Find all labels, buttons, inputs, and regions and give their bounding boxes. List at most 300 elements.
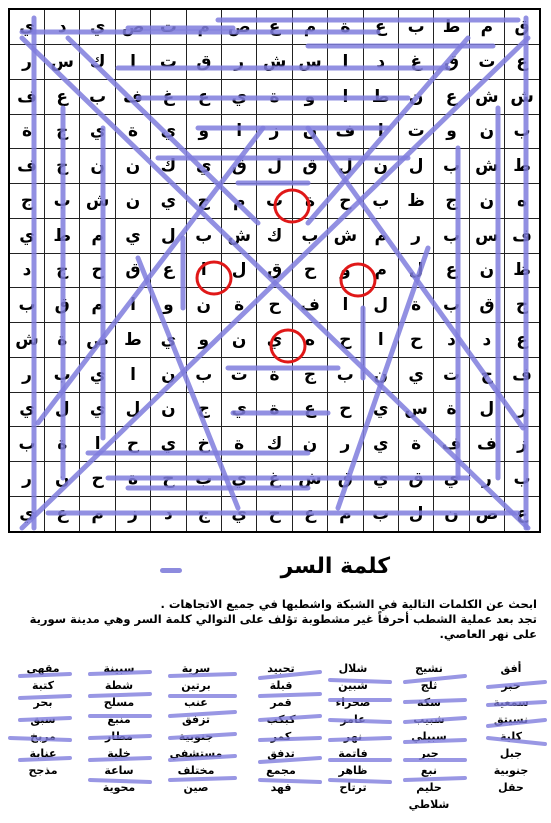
- grid-row: [9, 218, 540, 253]
- grid-row: [9, 79, 540, 114]
- grid-row: [9, 184, 540, 219]
- grid-cell: ح: [257, 288, 292, 323]
- grid-cell: ا: [80, 427, 115, 462]
- word-item: فاتمة: [338, 747, 368, 760]
- grid-cell: ن: [469, 114, 504, 149]
- grid-cell: ح: [45, 149, 80, 184]
- grid-cell: ا: [115, 357, 150, 392]
- grid-cell: ة: [328, 9, 363, 45]
- grid-cell: ي: [221, 462, 256, 497]
- word-item: قبلة: [269, 679, 293, 692]
- grid-cell: د: [151, 496, 186, 532]
- grid-cell: ز: [115, 496, 150, 532]
- word-item: كمر: [270, 730, 292, 743]
- grid-cell: ف: [505, 357, 540, 392]
- word-item: ثلج: [420, 679, 438, 692]
- grid-cell: ع: [434, 253, 469, 288]
- grid-cell: ر: [505, 392, 540, 427]
- grid-cell: ق: [221, 149, 256, 184]
- grid-row: [9, 427, 540, 462]
- grid-cell: ص: [221, 9, 256, 45]
- grid-cell: ح: [398, 323, 433, 358]
- grid-cell: ل: [398, 496, 433, 532]
- grid-cell: ق: [505, 9, 540, 45]
- grid-cell: ح: [80, 462, 115, 497]
- grid-cell: د: [363, 45, 398, 80]
- word-item: شطة: [104, 679, 134, 692]
- word-item: مسلح: [103, 696, 135, 709]
- grid-cell: ع: [151, 253, 186, 288]
- grid-cell: ن: [434, 496, 469, 532]
- word-column: [12, 660, 74, 779]
- grid-cell: ف: [469, 427, 504, 462]
- grid-cell: ف: [505, 218, 540, 253]
- word-item: شبيب: [413, 713, 445, 726]
- grid-cell: ي: [9, 9, 45, 45]
- grid-cell: ك: [151, 149, 186, 184]
- grid-cell: م: [469, 9, 504, 45]
- grid-cell: ر: [328, 427, 363, 462]
- grid-cell: ع: [186, 79, 221, 114]
- word-item: عنب: [184, 696, 208, 709]
- grid-cell: ق: [45, 288, 80, 323]
- grid-cell: ح: [328, 392, 363, 427]
- grid-cell: ع: [292, 496, 327, 532]
- grid-cell: ي: [363, 427, 398, 462]
- grid-cell: م: [363, 253, 398, 288]
- word-item: ظاهر: [338, 764, 368, 777]
- grid-cell: ل: [115, 392, 150, 427]
- grid-cell: ن: [80, 149, 115, 184]
- grid-cell: س: [45, 45, 80, 80]
- grid-cell: ط: [115, 323, 150, 358]
- word-item: شبين: [338, 679, 368, 692]
- word-item: سمعية: [493, 696, 529, 709]
- grid-cell: ف: [328, 114, 363, 149]
- grid-cell: ش: [469, 79, 504, 114]
- word-item: سبيلي: [411, 730, 447, 743]
- grid-cell: ف: [115, 79, 150, 114]
- word-column: [88, 660, 150, 796]
- grid-cell: ج: [9, 184, 45, 219]
- word-item: مقهى: [26, 662, 60, 675]
- word-item: كلية: [499, 730, 523, 743]
- grid-cell: ة: [45, 427, 80, 462]
- grid-cell: ة: [221, 427, 256, 462]
- grid-cell: س: [398, 392, 433, 427]
- grid-cell: ب: [398, 9, 433, 45]
- grid-cell: ل: [363, 288, 398, 323]
- grid-cell: ن: [186, 288, 221, 323]
- grid-cell: ح: [328, 323, 363, 358]
- word-item: مطار: [105, 730, 133, 743]
- grid-cell: ص: [80, 323, 115, 358]
- grid-row: [9, 392, 540, 427]
- grid-cell: و: [292, 79, 327, 114]
- word-list: [0, 660, 551, 820]
- grid-cell: ي: [363, 392, 398, 427]
- grid-cell: ت: [434, 357, 469, 392]
- grid-cell: ي: [80, 114, 115, 149]
- grid-cell: ي: [186, 149, 221, 184]
- grid-cell: خ: [186, 427, 221, 462]
- word-item: شلال: [338, 662, 368, 675]
- word-item: نبع: [420, 764, 438, 777]
- grid-cell: ق: [328, 462, 363, 497]
- word-item: صين: [183, 781, 209, 794]
- grid-cell: ظ: [505, 253, 540, 288]
- grid-cell: ة: [257, 79, 292, 114]
- grid-cell: س: [469, 218, 504, 253]
- grid-cell: ي: [434, 462, 469, 497]
- grid-cell: ت: [398, 114, 433, 149]
- grid-cell: ج: [45, 114, 80, 149]
- grid-cell: ق: [115, 253, 150, 288]
- grid-cell: ق: [398, 462, 433, 497]
- word-item: مختلف: [177, 764, 215, 777]
- grid-cell: و: [151, 288, 186, 323]
- grid-cell: ب: [505, 462, 540, 497]
- instruction-line: تجد بعد عملية الشطب أحرفاً غير مشطوبة تؤلف على التوالي كلمة السر وهي مدينة سورية على نهر العاصي.: [29, 612, 537, 641]
- grid-cell: ب: [434, 218, 469, 253]
- grid-cell: ر: [9, 462, 45, 497]
- grid-cell: ع: [434, 79, 469, 114]
- grid-cell: ن: [151, 357, 186, 392]
- grid-cell: ت: [151, 45, 186, 80]
- grid-cell: ف: [9, 149, 45, 184]
- grid-cell: ا: [115, 45, 150, 80]
- secret-word-label: كلمة السر: [280, 554, 390, 579]
- grid-cell: م: [80, 218, 115, 253]
- grid-cell: م: [80, 288, 115, 323]
- grid-cell: ل: [45, 392, 80, 427]
- grid-cell: ا: [328, 288, 363, 323]
- grid-cell: ك: [257, 218, 292, 253]
- word-item: قمر: [270, 696, 292, 709]
- grid-cell: ج: [186, 392, 221, 427]
- grid-cell: ي: [80, 9, 115, 45]
- word-item: مستشفي: [169, 747, 223, 760]
- grid-cell: ة: [257, 357, 292, 392]
- grid-cell: ش: [80, 184, 115, 219]
- grid-cell: ش: [9, 323, 45, 358]
- grid-cell: ف: [292, 288, 327, 323]
- grid-cell: ش: [469, 149, 504, 184]
- grid-cell: ج: [292, 357, 327, 392]
- grid-cell: ع: [505, 323, 540, 358]
- grid-cell: ط: [505, 149, 540, 184]
- grid-cell: ك: [80, 45, 115, 80]
- grid-cell: ه: [292, 323, 327, 358]
- word-item: سرية: [181, 662, 211, 675]
- grid-cell: ب: [186, 218, 221, 253]
- grid-row: [9, 149, 540, 184]
- grid-cell: ق: [292, 149, 327, 184]
- grid-cell: ل: [469, 392, 504, 427]
- grid-cell: ن: [363, 357, 398, 392]
- grid-cell: ل: [328, 149, 363, 184]
- grid-cell: ش: [505, 79, 540, 114]
- grid-cell: ق: [434, 45, 469, 80]
- grid-cell: ج: [505, 288, 540, 323]
- grid-cell: ي: [221, 392, 256, 427]
- instructions: [12, 597, 537, 642]
- word-item: ساعة: [104, 764, 134, 777]
- grid-cell: ا: [328, 79, 363, 114]
- grid-row: [9, 323, 540, 358]
- word-item: كتبة: [31, 679, 55, 692]
- word-item: فهد: [270, 781, 292, 794]
- grid-cell: ا: [363, 323, 398, 358]
- word-item: جبل: [499, 747, 523, 760]
- grid-cell: و: [328, 253, 363, 288]
- grid-cell: ة: [221, 288, 256, 323]
- word-item: تزفق: [181, 713, 211, 726]
- word-item: عنابة: [29, 747, 57, 760]
- grid-cell: ظ: [398, 184, 433, 219]
- grid-cell: ف: [434, 427, 469, 462]
- grid-cell: ق: [186, 45, 221, 80]
- word-item: حليم: [416, 781, 442, 794]
- grid-cell: ل: [398, 149, 433, 184]
- grid-cell: ا: [221, 114, 256, 149]
- grid-row: [9, 357, 540, 392]
- grid-cell: ح: [115, 427, 150, 462]
- grid-cell: ن: [469, 184, 504, 219]
- grid-cell: د: [45, 9, 80, 45]
- grid-cell: ف: [9, 79, 45, 114]
- grid-row: [9, 462, 540, 497]
- grid-cell: ج: [186, 184, 221, 219]
- grid-cell: ر: [9, 45, 45, 80]
- grid-row: [9, 496, 540, 532]
- word-item: أفق: [500, 662, 522, 675]
- grid-cell: د: [434, 323, 469, 358]
- grid-cell: ت: [151, 9, 186, 45]
- grid-cell: ب: [45, 184, 80, 219]
- word-item: سبق: [30, 713, 56, 726]
- grid-cell: ر: [398, 218, 433, 253]
- grid-cell: ع: [45, 79, 80, 114]
- word-item: مذجح: [28, 764, 58, 777]
- word-item: تحبيد: [267, 662, 295, 675]
- word-item: حقل: [498, 781, 524, 794]
- grid-cell: ة: [434, 392, 469, 427]
- grid-cell: ب: [80, 79, 115, 114]
- grid-row: [9, 288, 540, 323]
- word-search-grid: [8, 8, 541, 533]
- word-item: عامر: [340, 713, 366, 726]
- word-column: [250, 660, 312, 796]
- grid-cell: ن: [292, 427, 327, 462]
- grid-cell: ي: [9, 392, 45, 427]
- word-item: نسيتق: [493, 713, 529, 726]
- grid-cell: ل: [398, 253, 433, 288]
- word-item: مجمع: [266, 764, 296, 777]
- grid-cell: ي: [151, 184, 186, 219]
- grid-cell: ن: [45, 462, 80, 497]
- grid-cell: ش: [257, 45, 292, 80]
- grid-cell: ق: [469, 288, 504, 323]
- grid-cell: ز: [257, 114, 292, 149]
- grid-cell: ل: [221, 253, 256, 288]
- grid-cell: ب: [328, 357, 363, 392]
- grid-cell: ه: [505, 184, 540, 219]
- grid-cell: ك: [257, 427, 292, 462]
- grid-cell: ش: [328, 218, 363, 253]
- grid-cell: ا: [363, 114, 398, 149]
- instruction-line: ابحث عن الكلمات التالية في الشبكة واشطبها في جميع الاتجاهات .: [160, 597, 537, 611]
- grid-cell: م: [363, 218, 398, 253]
- grid-cell: ر: [9, 357, 45, 392]
- grid-cell: ب: [257, 184, 292, 219]
- word-item: جبر: [419, 747, 439, 760]
- grid-row: [9, 9, 540, 45]
- grid-cell: ح: [80, 253, 115, 288]
- grid-cell: م: [221, 184, 256, 219]
- word-item: برتين: [181, 679, 211, 692]
- grid-cell: م: [186, 9, 221, 45]
- grid-cell: ي: [257, 323, 292, 358]
- grid-cell: ن: [363, 149, 398, 184]
- grid-cell: ع: [363, 9, 398, 45]
- word-item: مربخ: [30, 730, 56, 743]
- grid-cell: ب: [363, 496, 398, 532]
- word-item: منبع: [107, 713, 131, 726]
- word-column: [322, 660, 384, 796]
- grid-cell: ج: [45, 253, 80, 288]
- grid-cell: ق: [257, 253, 292, 288]
- grid-cell: ع: [505, 496, 540, 532]
- grid-cell: ش: [292, 462, 327, 497]
- grid-cell: ن: [469, 253, 504, 288]
- word-column: [398, 660, 460, 813]
- word-item: صحراء: [335, 696, 371, 709]
- grid-cell: ي: [398, 357, 433, 392]
- grid-cell: ة: [257, 392, 292, 427]
- grid-cell: س: [292, 45, 327, 80]
- word-item: سبينة: [103, 662, 135, 675]
- grid-cell: ز: [505, 427, 540, 462]
- grid-cell: م: [328, 496, 363, 532]
- grid-cell: ة: [398, 288, 433, 323]
- word-item: كبكب: [266, 713, 296, 726]
- grid-cell: ح: [292, 253, 327, 288]
- grid-cell: ط: [434, 9, 469, 45]
- grid-cell: ب: [363, 184, 398, 219]
- word-column: [165, 660, 227, 796]
- grid-cell: ب: [505, 114, 540, 149]
- word-item: سكة: [417, 696, 441, 709]
- grid-cell: ن: [151, 392, 186, 427]
- grid-cell: ي: [9, 218, 45, 253]
- grid-cell: ع: [257, 9, 292, 45]
- word-item: تدفق: [267, 747, 295, 760]
- grid-cell: ي: [221, 79, 256, 114]
- grid-cell: غ: [151, 79, 186, 114]
- grid-cell: ب: [45, 357, 80, 392]
- grid-cell: د: [469, 323, 504, 358]
- secret-word-row: [160, 550, 390, 590]
- grid-cell: ة: [115, 462, 150, 497]
- grid-cell: ي: [151, 323, 186, 358]
- grid-cell: ط: [45, 218, 80, 253]
- grid-cell: ي: [115, 218, 150, 253]
- grid-cell: و: [434, 114, 469, 149]
- secret-word-blank: [160, 568, 182, 573]
- grid-cell: ن: [398, 79, 433, 114]
- grid-cell: ا: [186, 253, 221, 288]
- word-item: حبر: [501, 679, 521, 692]
- grid-cell: ة: [292, 184, 327, 219]
- grid-cell: م: [80, 496, 115, 532]
- grid-cell: ن: [115, 184, 150, 219]
- grid-cell: ل: [151, 218, 186, 253]
- grid-cell: ش: [221, 218, 256, 253]
- grid-row: [9, 253, 540, 288]
- grid-cell: ا: [328, 45, 363, 80]
- grid-cell: ع: [505, 45, 540, 80]
- grid-row: [9, 45, 540, 80]
- word-item: نشيج: [415, 662, 443, 675]
- grid-cell: ي: [80, 357, 115, 392]
- grid-cell: ص: [115, 9, 150, 45]
- word-item: محوية: [102, 781, 136, 794]
- grid-cell: ج: [186, 496, 221, 532]
- grid-cell: ب: [9, 427, 45, 462]
- word-item: نهر: [343, 730, 363, 743]
- grid-cell: ط: [363, 79, 398, 114]
- word-column: [480, 660, 542, 796]
- grid-cell: ت: [221, 357, 256, 392]
- word-item: ترتاح: [339, 781, 367, 794]
- grid-cell: ا: [115, 288, 150, 323]
- grid-cell: ي: [363, 462, 398, 497]
- grid-cell: ي: [151, 114, 186, 149]
- grid-cell: ب: [434, 149, 469, 184]
- grid-cell: ع: [292, 392, 327, 427]
- grid-cell: غ: [257, 462, 292, 497]
- grid-cell: ج: [434, 184, 469, 219]
- grid-cell: ي: [80, 392, 115, 427]
- grid-cell: د: [9, 253, 45, 288]
- grid-cell: ح: [151, 462, 186, 497]
- grid-cell: ن: [115, 149, 150, 184]
- grid-cell: ص: [469, 496, 504, 532]
- grid-cell: و: [186, 323, 221, 358]
- grid-cell: ل: [257, 149, 292, 184]
- grid-cell: ن: [292, 114, 327, 149]
- grid-cell: ن: [221, 323, 256, 358]
- grid-cell: ب: [292, 218, 327, 253]
- grid-cell: ح: [469, 357, 504, 392]
- grid-cell: غ: [398, 45, 433, 80]
- word-item: جنوبية: [493, 764, 529, 777]
- grid-cell: ي: [9, 496, 45, 532]
- grid-cell: ة: [45, 323, 80, 358]
- grid-cell: ر: [469, 462, 504, 497]
- letter-grid: [8, 8, 541, 533]
- grid-cell: ب: [9, 288, 45, 323]
- grid-cell: و: [186, 114, 221, 149]
- grid-cell: ت: [469, 45, 504, 80]
- word-item: بحر: [33, 696, 53, 709]
- grid-cell: ر: [221, 45, 256, 80]
- grid-cell: ح: [328, 184, 363, 219]
- grid-cell: ي: [221, 496, 256, 532]
- grid-cell: ح: [257, 496, 292, 532]
- word-item: جنوبية: [178, 730, 214, 743]
